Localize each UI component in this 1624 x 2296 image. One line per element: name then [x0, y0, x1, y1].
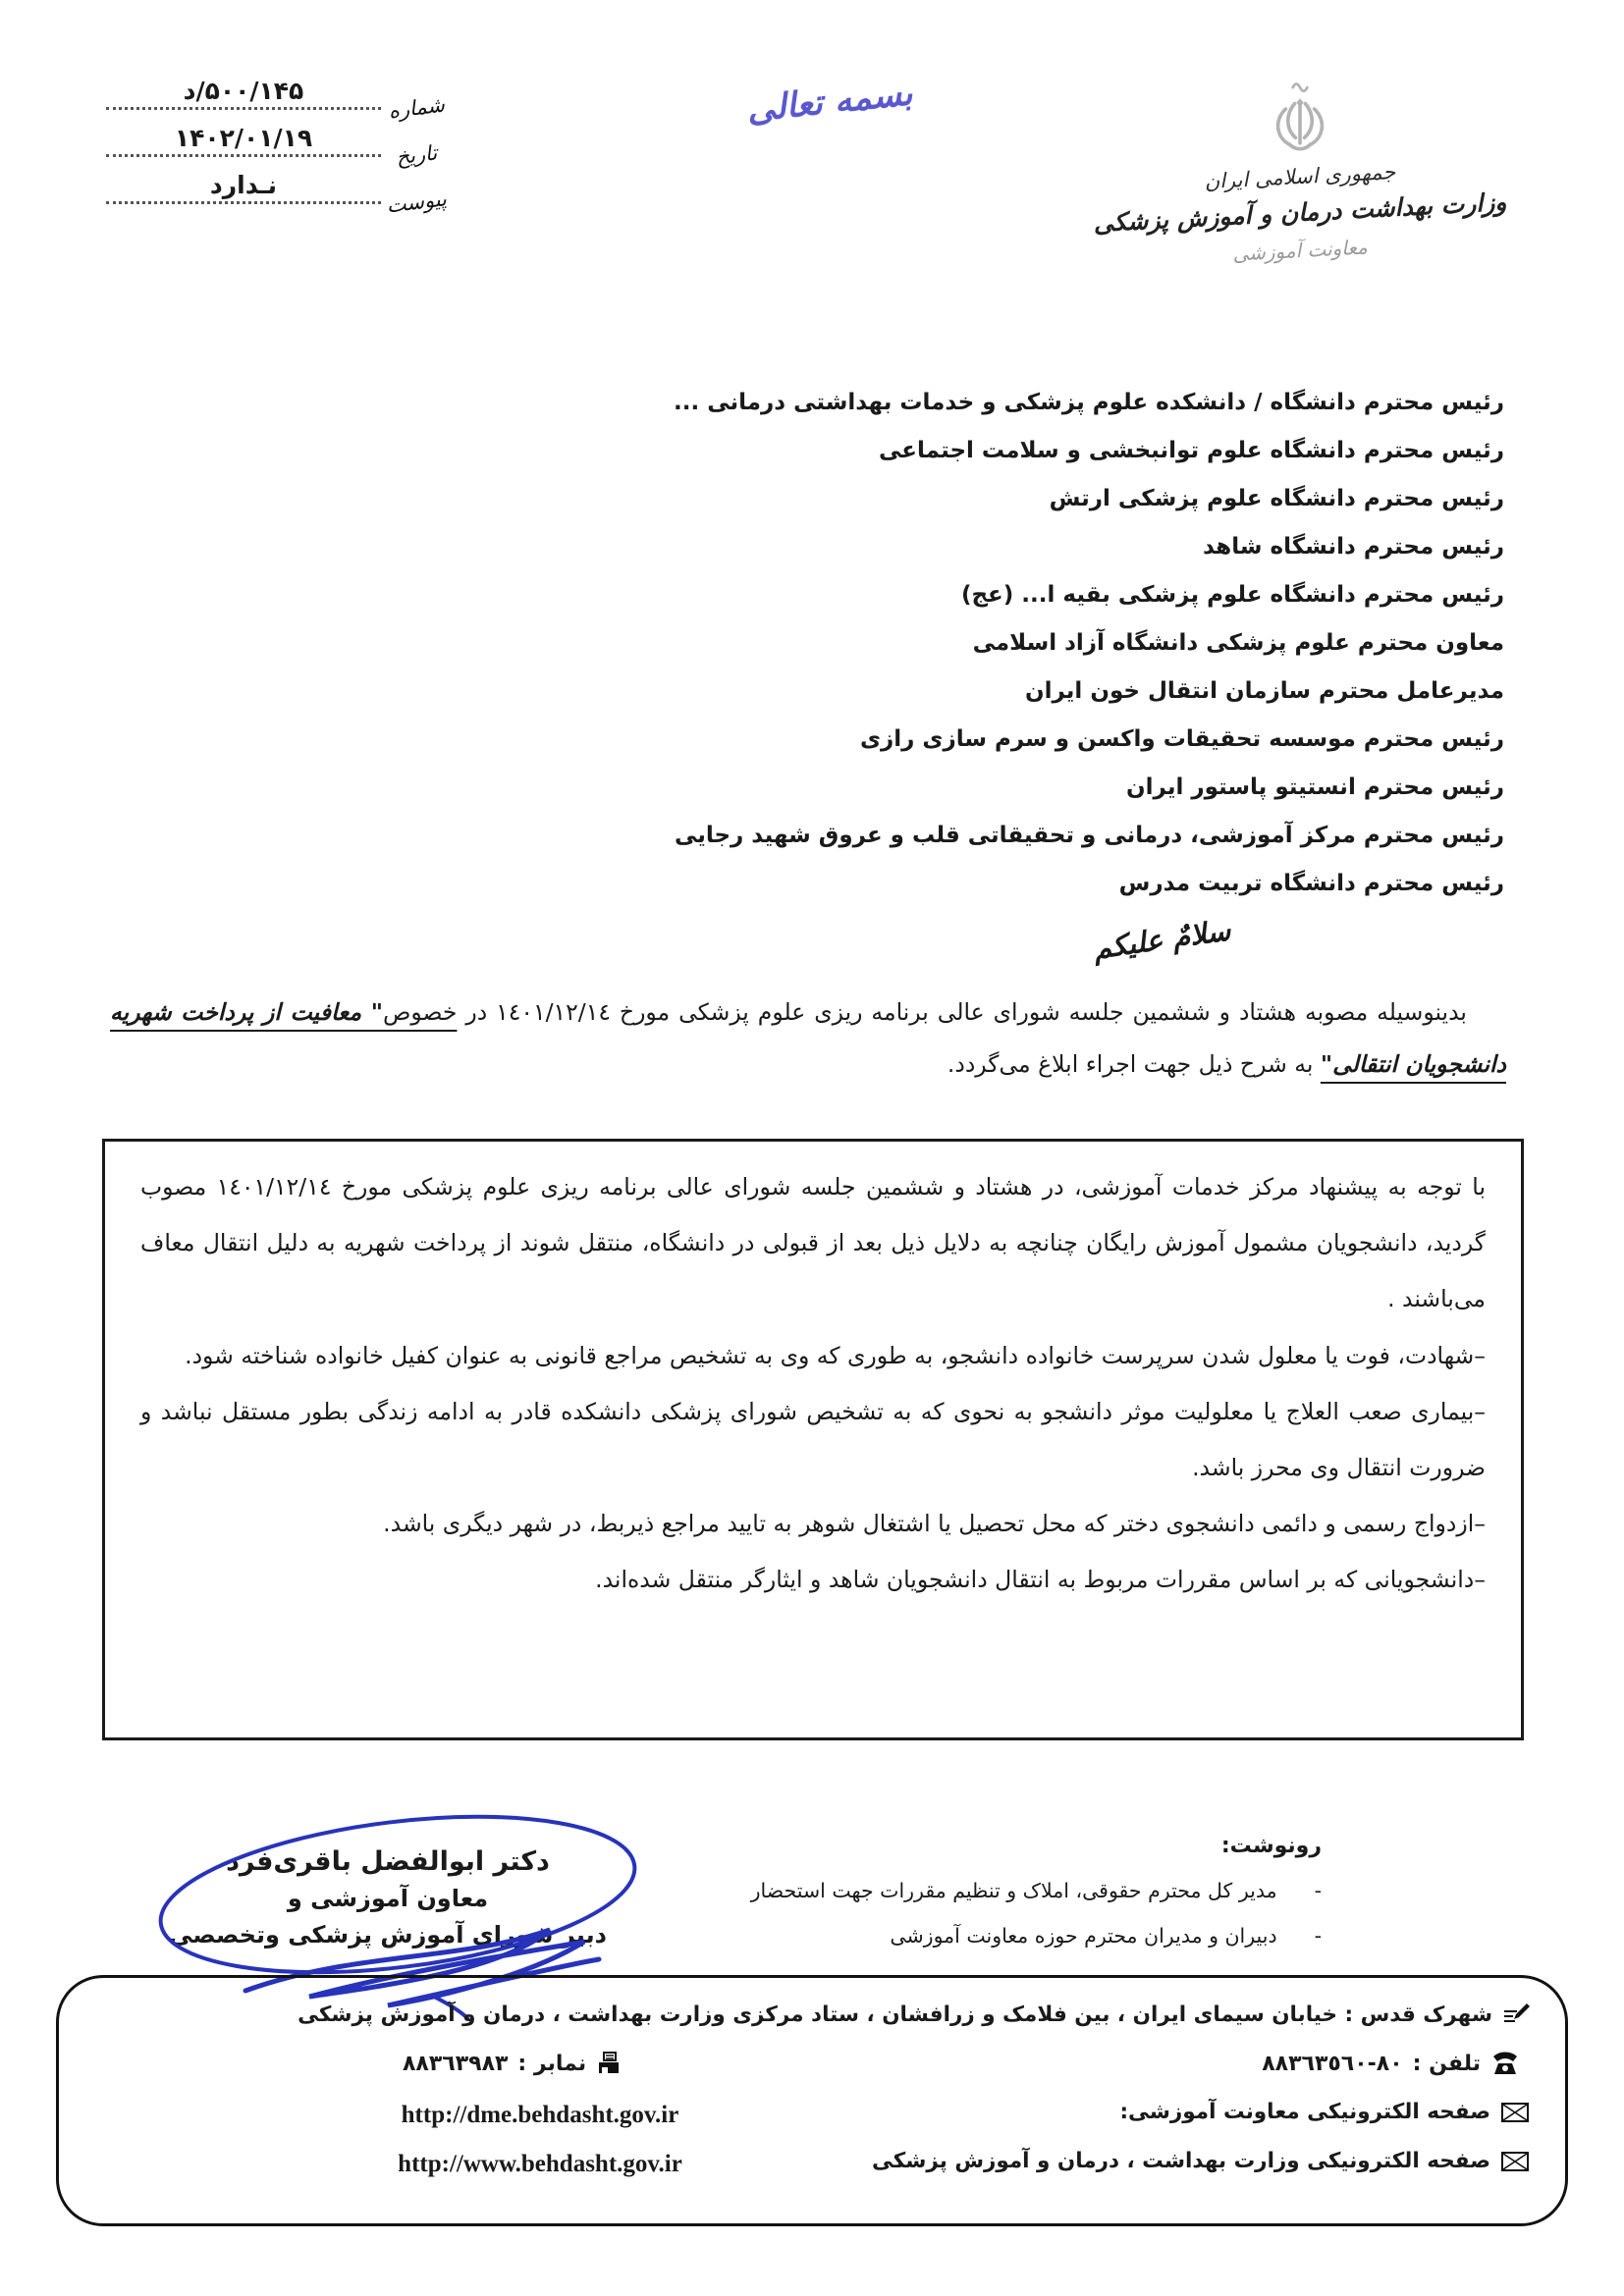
- ministry-website-url[interactable]: http://www.behdasht.gov.ir: [398, 2151, 682, 2177]
- recipient-line: رئیس محترم مرکز آموزشی، درمانی و تحقیقاتی قلب و عروق شهید رجایی: [674, 823, 1504, 848]
- footer-phone: [1262, 2051, 1520, 2076]
- fax-icon: [596, 2051, 622, 2076]
- number-value: د/۵۰۰/۱۴۵: [106, 77, 381, 110]
- iran-emblem-icon: [1255, 79, 1345, 161]
- recipient-line: معاون محترم علوم پزشکی دانشگاه آزاد اسلامی: [972, 630, 1504, 656]
- cc-dash: -: [1314, 1879, 1322, 1902]
- cc-block: [751, 1834, 1322, 1958]
- attachment-label: پیوست: [385, 187, 449, 218]
- signer-title-2: دبیر شورای آموزش پزشکی وتخصصی: [169, 1921, 607, 1949]
- ministry-letterhead: [1089, 79, 1511, 266]
- mail-pen-icon: [1502, 2002, 1530, 2027]
- recipient-line: مدیرعامل محترم سازمان انتقال خون ایران: [1024, 678, 1504, 704]
- resolution-item: –شهادت، فوت یا معلول شدن سرپرست خانواده دانشجو، به طوری که وی به تشخیص مراجع قانونی به عنوان کفیل خانواده شناخته شود.: [185, 1342, 1486, 1369]
- date-value: ۱۴۰۲/۰۱/۱۹: [106, 124, 381, 157]
- meta-number-row: [106, 77, 450, 124]
- meta-date-row: [106, 124, 450, 170]
- country-name: جمهوری اسلامی ایران: [1204, 159, 1396, 194]
- date-label: تاریخ: [395, 140, 439, 170]
- envelope-icon: [1500, 2101, 1530, 2124]
- recipient-line: رئیس محترم انستیتو پاستور ایران: [1126, 774, 1504, 800]
- letter-meta: [106, 77, 450, 218]
- telephone-icon: [1490, 2051, 1520, 2076]
- recipient-line: رئیس محترم دانشگاه علوم پزشکی ارتش: [1049, 486, 1504, 511]
- signer-name: دکتر ابوالفضل باقری‌فرد: [226, 1846, 550, 1877]
- resolution-box: [102, 1139, 1524, 1740]
- resolution-item: –دانشجویانی که بر اساس مقررات مربوط به انتقال دانشجویان شاهد و ایثارگر منتقل شده‌اند.: [595, 1566, 1486, 1593]
- envelope-icon: [1500, 2150, 1530, 2173]
- deputy-name: معاونت آموزشی: [1231, 235, 1369, 266]
- number-label: شماره: [387, 92, 447, 124]
- cc-item: [751, 1913, 1322, 1958]
- footer-phone-value: ٨٨٣٦٣٥٦٠-٨٠: [1262, 2051, 1403, 2076]
- attachment-value: نـدارد: [106, 171, 381, 204]
- subject-prefix: خصوص: [382, 998, 458, 1026]
- footer-contact-box: [56, 1975, 1568, 2226]
- footer-address: [298, 2002, 1530, 2027]
- footer-email2-label-text: صفحه الکترونیکی وزارت بهداشت ، درمان و آموزش پزشکی: [871, 2149, 1490, 2173]
- recipient-list: [118, 379, 1504, 908]
- recipient-line: رئیس محترم دانشگاه / دانشکده علوم پزشکی و خدمات بهداشتی درمانی ...: [674, 390, 1504, 415]
- recipient-line: رئیس محترم دانشگاه تربیت مدرس: [1118, 871, 1504, 896]
- letter-subject: " معافیت از پرداخت شهریه دانشجویان انتقالی": [110, 998, 1506, 1078]
- footer-phone-label: تلفن :: [1412, 2051, 1481, 2076]
- besmellah-calligraphy: بسمه تعالی: [744, 74, 915, 131]
- cc-item-text: مدیر کل محترم حقوقی، املاک و تنظیم مقررات جهت استحضار: [750, 1879, 1277, 1902]
- cc-item: [751, 1868, 1322, 1913]
- recipient-line: رئیس محترم موسسه تحقیقات واکسن و سرم سازی رازی: [859, 726, 1504, 752]
- intro-text-pre: بدینوسیله مصوبه هشتاد و ششمین جلسه شورای عالی برنامه ریزی علوم پزشکی مورخ ١٤٠١/١٢/١٤ در: [457, 998, 1467, 1026]
- meta-attachment-row: [106, 171, 450, 218]
- salutation-calligraphy: سلامٌ علیکم: [1091, 913, 1233, 966]
- footer-fax-value: ٨٨٣٦٣٩٨٣: [403, 2051, 509, 2076]
- recipient-line: رئیس محترم دانشگاه شاهد: [1203, 534, 1504, 560]
- deputy-website-url[interactable]: http://dme.behdasht.gov.ir: [401, 2102, 679, 2128]
- cc-label: رونوشت:: [1220, 1834, 1322, 1858]
- intro-text-post: به شرح ذیل جهت اجراء ابلاغ می‌گردد.: [947, 1050, 1321, 1078]
- footer-fax: [403, 2051, 622, 2076]
- signature-block: [162, 1843, 614, 1953]
- cc-item-text: دبیران و مدیران محترم حوزه معاونت آموزشی: [890, 1924, 1277, 1948]
- footer-email1-label-text: صفحه الکترونیکی معاونت آموزشی:: [1119, 2100, 1490, 2124]
- resolution-item: –بیماری صعب العلاج یا معلولیت موثر دانشجو به نحوی که به تشخیص شورای پزشکی دانشکده قادر به ادامه زندگی بطور مستقل نباشد و ضرورت انتقال وی محرز باشد.: [140, 1398, 1486, 1481]
- footer-address-text: شهرک قدس : خیابان سیمای ایران ، بین فلامک و زرافشان ، ستاد مرکزی وزارت بهداشت ، درمان و آموزش پزشکی: [298, 2002, 1492, 2027]
- resolution-item: –ازدواج رسمی و دائمی دانشجوی دختر که محل تحصیل یا اشتغال شوهر به تایید مراجع ذیربط، در شهر دیگری باشد.: [383, 1510, 1486, 1537]
- footer-email2: [872, 2149, 1530, 2173]
- resolution-paragraph: با توجه به پیشنهاد مرکز خدمات آموزشی، در هشتاد و ششمین جلسه شورای عالی برنامه ریزی علوم پزشکی مورخ ١٤٠١/١٢/١٤ مصوب گردید، دانشجویان مشمول آموزش رایگان چنانچه به دلایل ذیل بعد از قبولی در دانشگاه، منتقل شوند از پرداخت شهریه به دلیل انتقال معاف می‌باشند .: [140, 1173, 1486, 1312]
- recipient-line: رئیس محترم دانشگاه علوم پزشکی بقیه ا... (عج): [960, 582, 1504, 608]
- intro-paragraph: [110, 987, 1506, 1091]
- ministry-name: وزارت بهداشت درمان و آموزش پزشکی: [1092, 187, 1508, 238]
- cc-dash: -: [1314, 1924, 1322, 1948]
- footer-fax-label: نمابر :: [517, 2051, 587, 2076]
- footer-email1: [1119, 2100, 1530, 2124]
- recipient-line: رئیس محترم دانشگاه علوم توانبخشی و سلامت اجتماعی: [879, 438, 1504, 463]
- signer-title-1: معاون آموزشی و: [287, 1885, 489, 1912]
